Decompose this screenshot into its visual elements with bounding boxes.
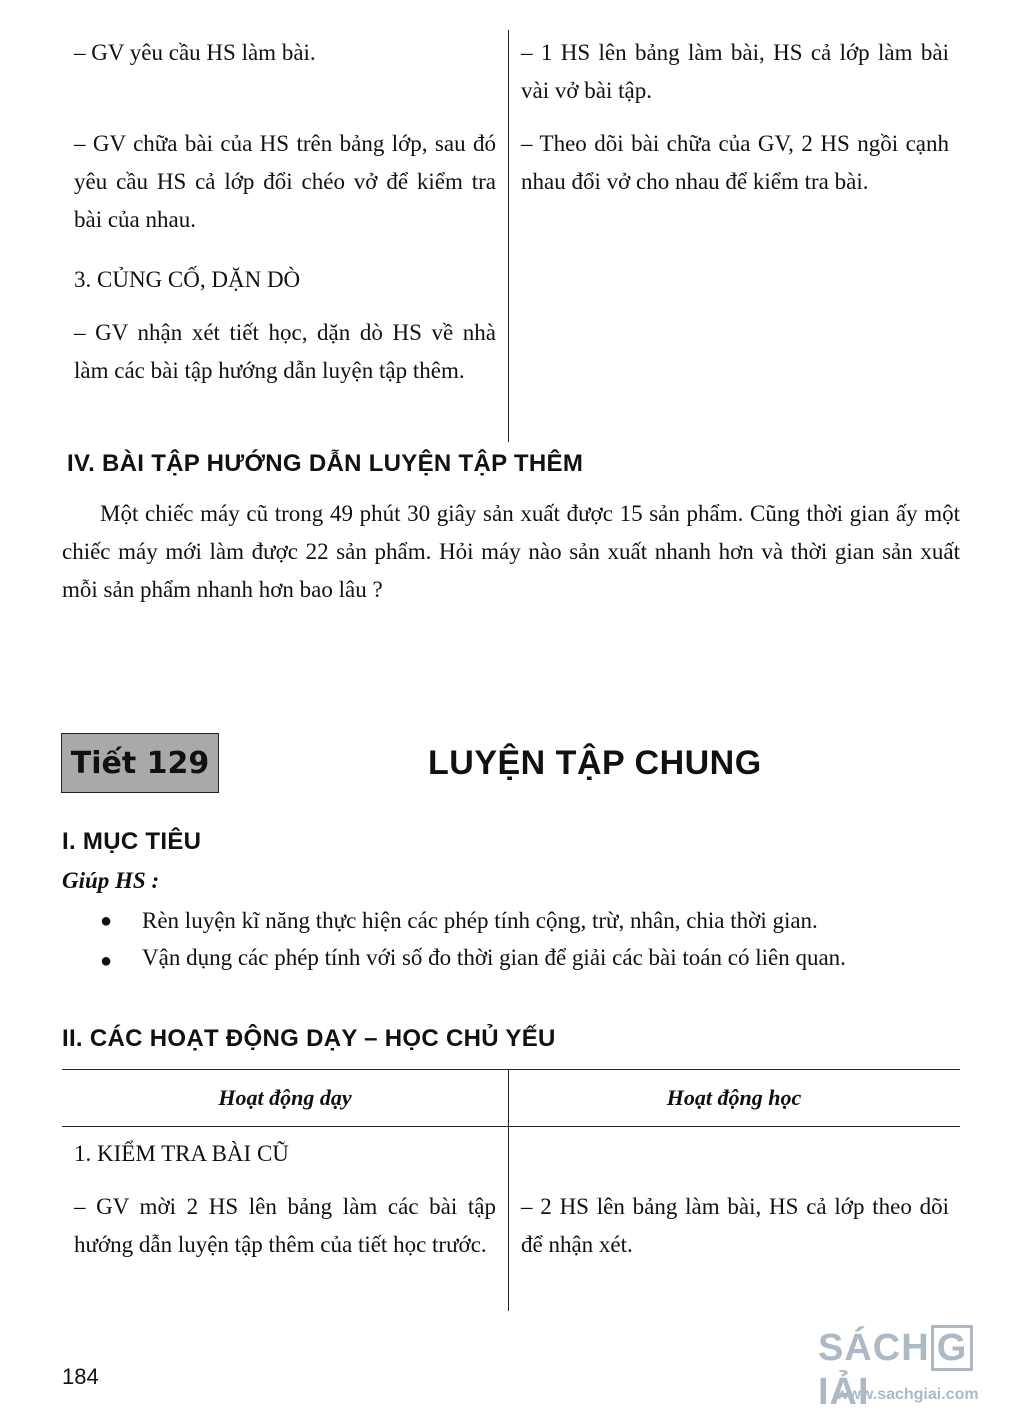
watermark-box: G: [931, 1325, 974, 1371]
bullet-icon: ●: [100, 910, 113, 932]
top-right-cell-1: – 1 HS lên bảng làm bài, HS cả lớp làm bài vài vở bài tập.: [521, 40, 949, 103]
table-left-heading: 1. KIỂM TRA BÀI CŨ: [74, 1141, 289, 1166]
top-left-heading-cung-co: 3. CỦNG CỐ, DẶN DÒ: [74, 267, 301, 292]
section-i-heading: I. MỤC TIÊU: [62, 828, 202, 855]
top-table-divider: [508, 30, 509, 442]
watermark-right: IẢI: [818, 1371, 870, 1413]
watermark-url[interactable]: www.sachgiai.com: [836, 1386, 979, 1403]
section-iv-heading: IV. BÀI TẬP HƯỚNG DẪN LUYỆN TẬP THÊM: [67, 450, 584, 477]
watermark-left: SÁCH: [818, 1327, 930, 1369]
table-header-left: Hoạt động dạy: [218, 1085, 352, 1110]
bullet-icon: ●: [100, 950, 113, 972]
table-left-cell: – GV mời 2 HS lên bảng làm các bài tập hướng dẫn luyện tập thêm của tiết học trước.: [74, 1194, 496, 1257]
table-header-rule: [62, 1126, 960, 1127]
top-left-cell-1: – GV yêu cầu HS làm bài.: [74, 40, 316, 65]
table-right-cell: – 2 HS lên bảng làm bài, HS cả lớp theo dõi để nhận xét.: [521, 1194, 949, 1257]
top-left-cell-2: – GV chữa bài của HS trên bảng lớp, sau đó yêu cầu HS cả lớp đổi chéo vở để kiểm tra bài của nhau.: [74, 131, 496, 232]
table-top-rule: [62, 1069, 960, 1070]
top-left-cell-3: – GV nhận xét tiết học, dặn dò HS về nhà làm các bài tập hướng dẫn luyện tập thêm.: [74, 320, 496, 383]
page-number: 184: [62, 1364, 99, 1389]
top-right-cell-2: – Theo dõi bài chữa của GV, 2 HS ngồi cạnh nhau đổi vở cho nhau để kiểm tra bài.: [521, 131, 949, 194]
section-ii-heading: II. CÁC HOẠT ĐỘNG DẠY – HỌC CHỦ YẾU: [62, 1025, 556, 1052]
table-header-right: Hoạt động học: [666, 1085, 802, 1110]
goal-bullet-2-text: Vận dụng các phép tính với số đo thời gian để giải các bài toán có liên quan.: [142, 945, 846, 970]
lesson-badge: Tiết 129: [61, 733, 219, 793]
section-i-subheading: Giúp HS :: [62, 868, 160, 893]
goal-bullet-2: [100, 942, 962, 980]
goal-bullet-1: [100, 902, 962, 940]
lesson-title: LUYỆN TẬP CHUNG: [428, 744, 762, 782]
section-iv-paragraph: Một chiếc máy cũ trong 49 phút 30 giây sản xuất được 15 sản phẩm. Cũng thời gian ấy một chiếc máy mới làm được 22 sản phẩm. Hỏi máy nào sản xuất nhanh hơn và thời gian sản xuất mỗi sản phẩm nhanh hơn bao lâu ?: [62, 501, 960, 602]
goal-bullet-1-text: Rèn luyện kĩ năng thực hiện các phép tính cộng, trừ, nhân, chia thời gian.: [142, 908, 818, 933]
